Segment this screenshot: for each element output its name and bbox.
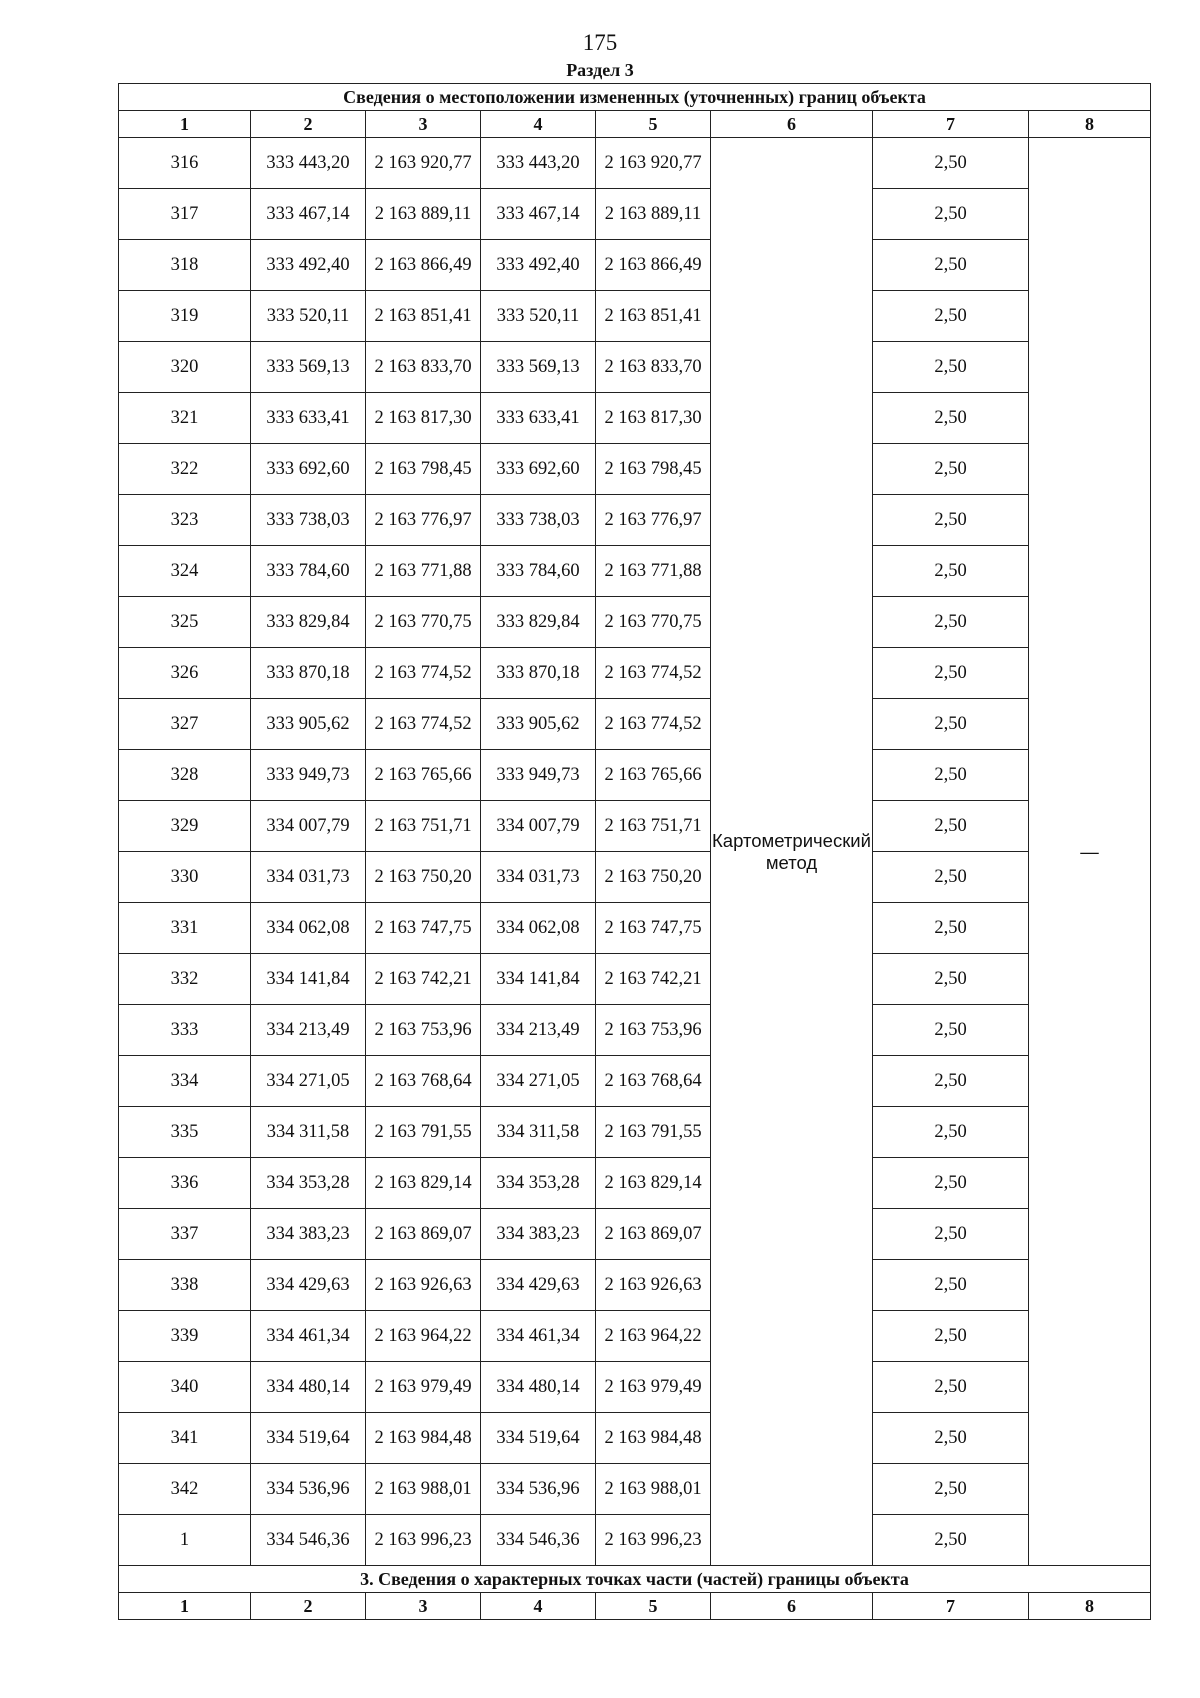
y-old-cell: 2 163 768,64 xyxy=(366,1056,481,1107)
accuracy-cell: 2,50 xyxy=(873,240,1029,291)
x-old-cell: 334 062,08 xyxy=(251,903,366,954)
x-old-cell: 333 467,14 xyxy=(251,189,366,240)
y-old-cell: 2 163 926,63 xyxy=(366,1260,481,1311)
x-new-cell: 334 007,79 xyxy=(481,801,596,852)
table-row xyxy=(119,1362,1151,1413)
x-old-cell: 334 353,28 xyxy=(251,1158,366,1209)
x-new-cell: 334 480,14 xyxy=(481,1362,596,1413)
point-number-cell: 342 xyxy=(119,1464,251,1515)
table-row xyxy=(119,393,1151,444)
point-number-cell: 338 xyxy=(119,1260,251,1311)
accuracy-cell: 2,50 xyxy=(873,954,1029,1005)
method-cell: Картометрический метод xyxy=(711,138,873,1566)
point-number-cell: 323 xyxy=(119,495,251,546)
accuracy-cell: 2,50 xyxy=(873,546,1029,597)
x-new-cell: 333 784,60 xyxy=(481,546,596,597)
y-old-cell: 2 163 774,52 xyxy=(366,699,481,750)
table-row xyxy=(119,291,1151,342)
point-number-cell: 1 xyxy=(119,1515,251,1566)
x-old-cell: 333 443,20 xyxy=(251,138,366,189)
y-new-cell: 2 163 774,52 xyxy=(596,648,711,699)
x-old-cell: 334 141,84 xyxy=(251,954,366,1005)
x-old-cell: 333 949,73 xyxy=(251,750,366,801)
x-old-cell: 334 213,49 xyxy=(251,1005,366,1056)
page-number: 175 xyxy=(582,30,618,55)
table-row xyxy=(119,495,1151,546)
x-old-cell: 334 383,23 xyxy=(251,1209,366,1260)
y-new-cell: 2 163 984,48 xyxy=(596,1413,711,1464)
y-new-cell: 2 163 798,45 xyxy=(596,444,711,495)
y-old-cell: 2 163 771,88 xyxy=(366,546,481,597)
accuracy-cell: 2,50 xyxy=(873,495,1029,546)
x-new-cell: 333 443,20 xyxy=(481,138,596,189)
y-new-cell: 2 163 774,52 xyxy=(596,699,711,750)
y-old-cell: 2 163 770,75 xyxy=(366,597,481,648)
point-number-cell: 324 xyxy=(119,546,251,597)
accuracy-cell: 2,50 xyxy=(873,444,1029,495)
x-new-cell: 333 520,11 xyxy=(481,291,596,342)
y-old-cell: 2 163 988,01 xyxy=(366,1464,481,1515)
y-old-cell: 2 163 996,23 xyxy=(366,1515,481,1566)
column-header-5: 5 xyxy=(596,111,711,138)
x-old-cell: 334 536,96 xyxy=(251,1464,366,1515)
table-row xyxy=(119,1413,1151,1464)
point-number-cell: 327 xyxy=(119,699,251,750)
y-new-cell: 2 163 996,23 xyxy=(596,1515,711,1566)
y-old-cell: 2 163 776,97 xyxy=(366,495,481,546)
table-row xyxy=(119,240,1151,291)
x-new-cell: 334 141,84 xyxy=(481,954,596,1005)
column-header-2: 2 xyxy=(251,111,366,138)
table-row xyxy=(119,699,1151,750)
x-old-cell: 334 271,05 xyxy=(251,1056,366,1107)
footer-caption: 3. Сведения о характерных точках части (частей) границы объекта xyxy=(119,1566,1151,1593)
y-new-cell: 2 163 765,66 xyxy=(596,750,711,801)
description-cell: — xyxy=(1029,138,1151,1566)
accuracy-cell: 2,50 xyxy=(873,1464,1029,1515)
accuracy-cell: 2,50 xyxy=(873,801,1029,852)
y-new-cell: 2 163 926,63 xyxy=(596,1260,711,1311)
accuracy-cell: 2,50 xyxy=(873,597,1029,648)
x-old-cell: 334 546,36 xyxy=(251,1515,366,1566)
x-new-cell: 333 738,03 xyxy=(481,495,596,546)
column-header-3: 3 xyxy=(366,111,481,138)
accuracy-cell: 2,50 xyxy=(873,852,1029,903)
y-new-cell: 2 163 791,55 xyxy=(596,1107,711,1158)
section-title: Раздел 3 xyxy=(566,60,634,80)
coordinates-table xyxy=(118,83,1151,1620)
point-number-cell: 316 xyxy=(119,138,251,189)
point-number-cell: 329 xyxy=(119,801,251,852)
y-old-cell: 2 163 765,66 xyxy=(366,750,481,801)
table-row xyxy=(119,1260,1151,1311)
x-old-cell: 333 520,11 xyxy=(251,291,366,342)
column-header-6: 6 xyxy=(711,111,873,138)
table-row xyxy=(119,1005,1151,1056)
x-new-cell: 333 692,60 xyxy=(481,444,596,495)
column-header-row xyxy=(119,111,1151,138)
accuracy-cell: 2,50 xyxy=(873,1362,1029,1413)
accuracy-cell: 2,50 xyxy=(873,1056,1029,1107)
x-new-cell: 334 461,34 xyxy=(481,1311,596,1362)
table-row xyxy=(119,1464,1151,1515)
x-old-cell: 334 007,79 xyxy=(251,801,366,852)
y-new-cell: 2 163 851,41 xyxy=(596,291,711,342)
table-row xyxy=(119,954,1151,1005)
table-row xyxy=(119,597,1151,648)
point-number-cell: 339 xyxy=(119,1311,251,1362)
accuracy-cell: 2,50 xyxy=(873,393,1029,444)
y-old-cell: 2 163 791,55 xyxy=(366,1107,481,1158)
accuracy-cell: 2,50 xyxy=(873,342,1029,393)
y-new-cell: 2 163 833,70 xyxy=(596,342,711,393)
x-new-cell: 333 829,84 xyxy=(481,597,596,648)
point-number-cell: 331 xyxy=(119,903,251,954)
accuracy-cell: 2,50 xyxy=(873,291,1029,342)
point-number-cell: 340 xyxy=(119,1362,251,1413)
x-new-cell: 333 870,18 xyxy=(481,648,596,699)
y-new-cell: 2 163 866,49 xyxy=(596,240,711,291)
y-old-cell: 2 163 751,71 xyxy=(366,801,481,852)
accuracy-cell: 2,50 xyxy=(873,1515,1029,1566)
accuracy-cell: 2,50 xyxy=(873,1209,1029,1260)
x-old-cell: 333 492,40 xyxy=(251,240,366,291)
table-row xyxy=(119,1158,1151,1209)
y-new-cell: 2 163 979,49 xyxy=(596,1362,711,1413)
x-old-cell: 333 738,03 xyxy=(251,495,366,546)
column-header-4: 4 xyxy=(481,111,596,138)
footer-header-8: 8 xyxy=(1029,1593,1151,1620)
x-old-cell: 334 480,14 xyxy=(251,1362,366,1413)
x-new-cell: 333 569,13 xyxy=(481,342,596,393)
x-old-cell: 333 905,62 xyxy=(251,699,366,750)
point-number-cell: 326 xyxy=(119,648,251,699)
y-new-cell: 2 163 829,14 xyxy=(596,1158,711,1209)
y-new-cell: 2 163 920,77 xyxy=(596,138,711,189)
point-number-cell: 325 xyxy=(119,597,251,648)
y-new-cell: 2 163 742,21 xyxy=(596,954,711,1005)
y-old-cell: 2 163 984,48 xyxy=(366,1413,481,1464)
footer-header-4: 4 xyxy=(481,1593,596,1620)
x-new-cell: 334 311,58 xyxy=(481,1107,596,1158)
table-row xyxy=(119,1107,1151,1158)
footer-header-row xyxy=(119,1593,1151,1620)
x-old-cell: 333 569,13 xyxy=(251,342,366,393)
table-row xyxy=(119,138,1151,189)
footer-header-3: 3 xyxy=(366,1593,481,1620)
table-row xyxy=(119,1311,1151,1362)
x-new-cell: 333 467,14 xyxy=(481,189,596,240)
table-row xyxy=(119,648,1151,699)
table-row xyxy=(119,852,1151,903)
accuracy-cell: 2,50 xyxy=(873,1158,1029,1209)
accuracy-cell: 2,50 xyxy=(873,1260,1029,1311)
x-old-cell: 333 692,60 xyxy=(251,444,366,495)
footer-header-7: 7 xyxy=(873,1593,1029,1620)
x-new-cell: 333 492,40 xyxy=(481,240,596,291)
x-old-cell: 333 633,41 xyxy=(251,393,366,444)
point-number-cell: 330 xyxy=(119,852,251,903)
x-old-cell: 334 311,58 xyxy=(251,1107,366,1158)
y-new-cell: 2 163 869,07 xyxy=(596,1209,711,1260)
point-number-cell: 322 xyxy=(119,444,251,495)
x-new-cell: 334 519,64 xyxy=(481,1413,596,1464)
x-old-cell: 333 870,18 xyxy=(251,648,366,699)
y-new-cell: 2 163 750,20 xyxy=(596,852,711,903)
accuracy-cell: 2,50 xyxy=(873,699,1029,750)
y-new-cell: 2 163 747,75 xyxy=(596,903,711,954)
table-row xyxy=(119,444,1151,495)
table-row xyxy=(119,342,1151,393)
footer-header-5: 5 xyxy=(596,1593,711,1620)
point-number-cell: 321 xyxy=(119,393,251,444)
column-header-7: 7 xyxy=(873,111,1029,138)
x-new-cell: 334 031,73 xyxy=(481,852,596,903)
point-number-cell: 341 xyxy=(119,1413,251,1464)
point-number-cell: 318 xyxy=(119,240,251,291)
table-row xyxy=(119,801,1151,852)
y-old-cell: 2 163 866,49 xyxy=(366,240,481,291)
x-new-cell: 334 546,36 xyxy=(481,1515,596,1566)
y-new-cell: 2 163 768,64 xyxy=(596,1056,711,1107)
y-old-cell: 2 163 964,22 xyxy=(366,1311,481,1362)
x-new-cell: 334 536,96 xyxy=(481,1464,596,1515)
y-old-cell: 2 163 742,21 xyxy=(366,954,481,1005)
x-new-cell: 334 353,28 xyxy=(481,1158,596,1209)
x-old-cell: 333 784,60 xyxy=(251,546,366,597)
table-row xyxy=(119,546,1151,597)
accuracy-cell: 2,50 xyxy=(873,1311,1029,1362)
accuracy-cell: 2,50 xyxy=(873,1107,1029,1158)
point-number-cell: 317 xyxy=(119,189,251,240)
y-old-cell: 2 163 774,52 xyxy=(366,648,481,699)
accuracy-cell: 2,50 xyxy=(873,189,1029,240)
x-new-cell: 334 062,08 xyxy=(481,903,596,954)
x-new-cell: 333 949,73 xyxy=(481,750,596,801)
footer-header-2: 2 xyxy=(251,1593,366,1620)
point-number-cell: 333 xyxy=(119,1005,251,1056)
point-number-cell: 319 xyxy=(119,291,251,342)
accuracy-cell: 2,50 xyxy=(873,903,1029,954)
x-new-cell: 334 429,63 xyxy=(481,1260,596,1311)
x-old-cell: 333 829,84 xyxy=(251,597,366,648)
x-new-cell: 334 383,23 xyxy=(481,1209,596,1260)
x-old-cell: 334 519,64 xyxy=(251,1413,366,1464)
y-old-cell: 2 163 920,77 xyxy=(366,138,481,189)
point-number-cell: 328 xyxy=(119,750,251,801)
point-number-cell: 334 xyxy=(119,1056,251,1107)
accuracy-cell: 2,50 xyxy=(873,1413,1029,1464)
table-row xyxy=(119,1515,1151,1566)
y-new-cell: 2 163 753,96 xyxy=(596,1005,711,1056)
table-row xyxy=(119,189,1151,240)
y-old-cell: 2 163 851,41 xyxy=(366,291,481,342)
footer-header-6: 6 xyxy=(711,1593,873,1620)
y-new-cell: 2 163 776,97 xyxy=(596,495,711,546)
point-number-cell: 335 xyxy=(119,1107,251,1158)
table-row xyxy=(119,1056,1151,1107)
x-new-cell: 334 213,49 xyxy=(481,1005,596,1056)
y-new-cell: 2 163 751,71 xyxy=(596,801,711,852)
y-new-cell: 2 163 770,75 xyxy=(596,597,711,648)
y-old-cell: 2 163 817,30 xyxy=(366,393,481,444)
y-old-cell: 2 163 833,70 xyxy=(366,342,481,393)
footer-header-1: 1 xyxy=(119,1593,251,1620)
y-old-cell: 2 163 750,20 xyxy=(366,852,481,903)
column-header-1: 1 xyxy=(119,111,251,138)
y-old-cell: 2 163 979,49 xyxy=(366,1362,481,1413)
y-old-cell: 2 163 798,45 xyxy=(366,444,481,495)
y-old-cell: 2 163 747,75 xyxy=(366,903,481,954)
x-old-cell: 334 429,63 xyxy=(251,1260,366,1311)
point-number-cell: 332 xyxy=(119,954,251,1005)
y-new-cell: 2 163 988,01 xyxy=(596,1464,711,1515)
table-caption: Сведения о местоположении измененных (уточненных) границ объекта xyxy=(119,84,1151,111)
x-new-cell: 333 905,62 xyxy=(481,699,596,750)
y-old-cell: 2 163 889,11 xyxy=(366,189,481,240)
x-old-cell: 334 461,34 xyxy=(251,1311,366,1362)
x-old-cell: 334 031,73 xyxy=(251,852,366,903)
point-number-cell: 336 xyxy=(119,1158,251,1209)
accuracy-cell: 2,50 xyxy=(873,1005,1029,1056)
y-new-cell: 2 163 889,11 xyxy=(596,189,711,240)
y-old-cell: 2 163 829,14 xyxy=(366,1158,481,1209)
point-number-cell: 320 xyxy=(119,342,251,393)
column-header-8: 8 xyxy=(1029,111,1151,138)
x-new-cell: 334 271,05 xyxy=(481,1056,596,1107)
x-new-cell: 333 633,41 xyxy=(481,393,596,444)
accuracy-cell: 2,50 xyxy=(873,138,1029,189)
table-row xyxy=(119,750,1151,801)
accuracy-cell: 2,50 xyxy=(873,750,1029,801)
accuracy-cell: 2,50 xyxy=(873,648,1029,699)
table-row xyxy=(119,903,1151,954)
y-old-cell: 2 163 869,07 xyxy=(366,1209,481,1260)
y-old-cell: 2 163 753,96 xyxy=(366,1005,481,1056)
table-row xyxy=(119,1209,1151,1260)
y-new-cell: 2 163 771,88 xyxy=(596,546,711,597)
point-number-cell: 337 xyxy=(119,1209,251,1260)
y-new-cell: 2 163 964,22 xyxy=(596,1311,711,1362)
y-new-cell: 2 163 817,30 xyxy=(596,393,711,444)
